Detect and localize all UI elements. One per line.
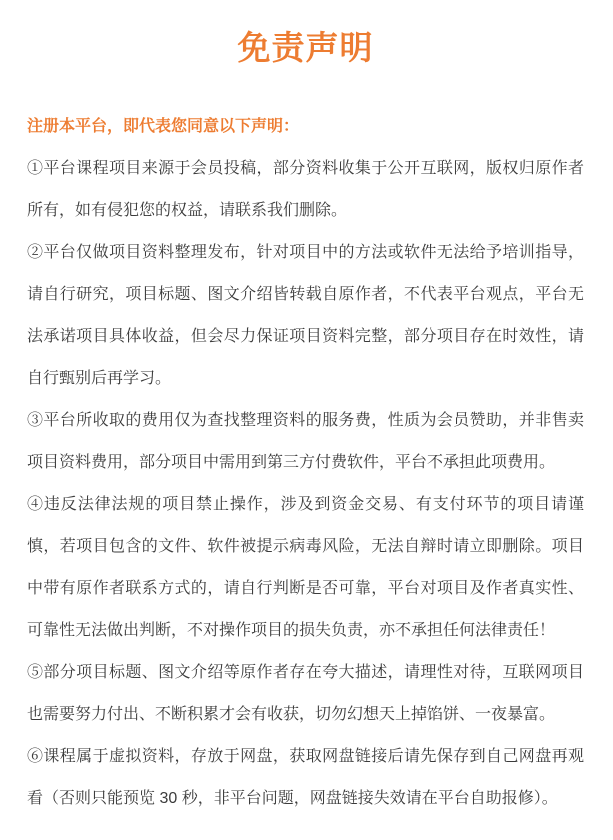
disclaimer-paragraph-1: ①平台课程项目来源于会员投稿，部分资料收集于公开互联网，版权归原作者所有，如有侵犯您的权益，请联系我们删除。 [27,160,584,219]
disclaimer-paragraph-2: ②平台仅做项目资料整理发布，针对项目中的方法或软件无法给予培训指导，请自行研究，项目标题、图文介绍皆转载自原作者，不代表平台观点，平台无法承诺项目具体收益，但会尽力保证项目资料完整，部分项目存在时效性，请自行甄别后再学习。 [27,244,584,387]
disclaimer-paragraph-4: ④违反法律法规的项目禁止操作，涉及到资金交易、有支付环节的项目请谨慎，若项目包含的文件、软件被提示病毒风险，无法自辩时请立即删除。项目中带有原作者联系方式的，请自行判断是否可靠，平台对项目及作者真实性、可靠性无法做出判断，不对操作项目的损失负责，亦不承担任何法律责任！ [27,496,584,639]
disclaimer-paragraph-3: ③平台所收取的费用仅为查找整理资料的服务费，性质为会员赞助，并非售卖项目资料费用，部分项目中需用到第三方付费软件，平台不承担此项费用。 [27,412,584,471]
page-title: 免责声明 [237,29,374,66]
disclaimer-body [27,106,584,820]
disclaimer-paragraph-5: ⑤部分项目标题、图文介绍等原作者存在夸大描述，请理性对待，互联网项目也需要努力付出、不断积累才会有收获，切勿幻想天上掉馅饼、一夜暴富。 [27,664,584,723]
disclaimer-paragraph-6: ⑥课程属于虚拟资料，存放于网盘，获取网盘链接后请先保存到自己网盘再观看（否则只能预览 30 秒，非平台问题，网盘链接失效请在平台自助报修）。 [27,748,584,807]
intro-line: 注册本平台，即代表您同意以下声明： [27,118,300,135]
